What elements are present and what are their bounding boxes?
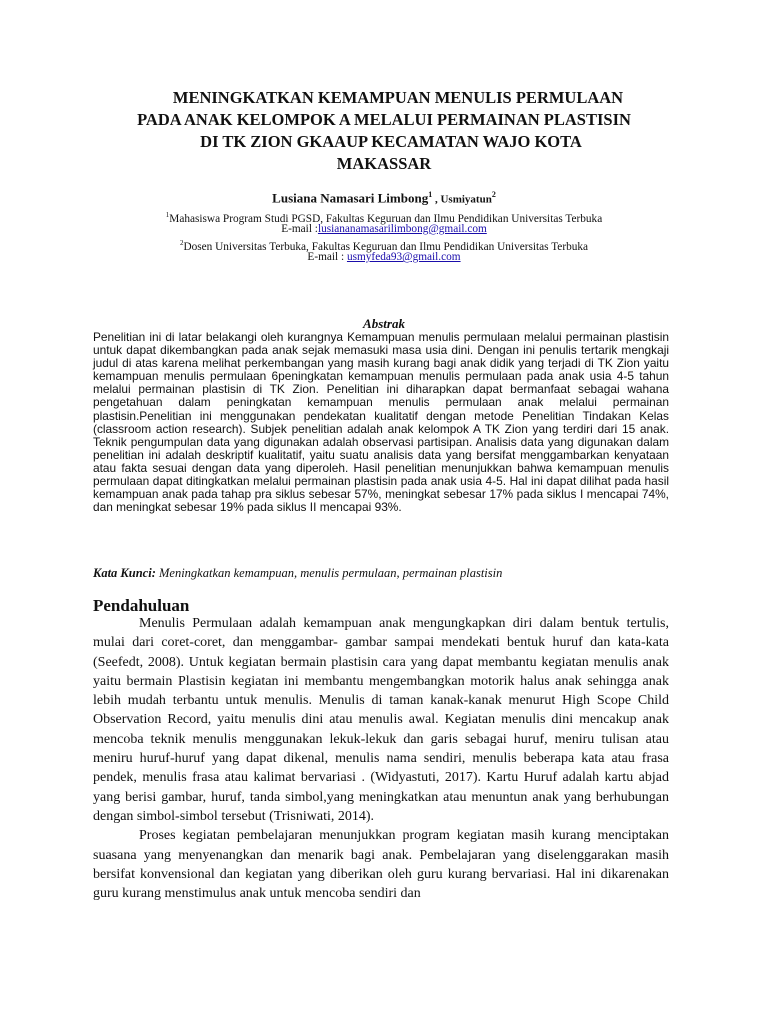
email-1-link[interactable]: lusiananamasarilimbong@gmail.com xyxy=(317,223,487,235)
affiliation-2-superscript: 2 xyxy=(179,239,184,247)
author-separator: , xyxy=(432,193,441,206)
author-2-superscript: 2 xyxy=(491,190,496,199)
paragraph-2: Proses kegiatan pembelajaran menunjukkan program kegiatan masih kurang menciptakan suasana yang menyenangkan dan menarik bagi anak. Pembelajaran yang diselenggarakan masih bersifat konvensional dan kegiatan yang diberikan oleh guru kurang bervariasi. Hal ini dikarenakan guru kurang menstimulus anak untuk mencoba sendiri dan xyxy=(93,828,669,902)
keywords-text: Meningkatkan kemampuan, menulis permulaan, permainan plastisin xyxy=(155,566,503,580)
paragraph-1: Menulis Permulaan adalah kemampuan anak mengungkapkan diri dalam bentuk tertulis, mulai dari coret-coret, dan menggambar- gambar sampai mendekati bentuk huruf dan kata-kata (Seefedt, 2008). Untuk kegiatan bermain plastisin cara yang dapat membantu kegiatan menulis anak yaitu bermain Plastisin kegiatan ini membantu mengembangkan motorik halus anak sehingga anak lebih mudah terbantu untuk menulis. Menulis di taman kanak-kanak menurut High Scope Child Observation Record, yaitu menulis dini atau menulis awal. Kegiatan menulis dini mencakup anak mencoba teknik menulis menggunakan lekuk-lekuk dan garis sebagai huruf, meniru tulisan atau meniru huruf-huruf yang dapat dikenal, menulis nama sendiri, menulis beberapa kata atau frasa pendek, menulis frasa atau kalimat bervariasi . (Widyastuti, 2017). Kartu Huruf adalah kartu abjad yang berisi gambar, huruf, tanda simbol,yang meningkatkan atau menuntun anak yang berhubungan dengan simbol-simbol tersebut (Trisniwati, 2014). xyxy=(93,616,669,824)
affiliation-1-text: Mahasiswa Program Studi PGSD, Fakultas Keguruan dan Ilmu Pendidikan Universitas Terbuka xyxy=(169,212,603,225)
keywords-label: Kata Kunci: xyxy=(93,566,156,580)
author-1-superscript: 1 xyxy=(428,190,433,199)
abstract-heading: Abstrak xyxy=(363,316,405,331)
author-1-name: Lusiana Namasari Limbong xyxy=(272,190,429,206)
title-line-2: PADA ANAK KELOMPOK A MELALUI PERMAINAN PLASTISIN xyxy=(137,110,631,129)
title-line-4: MAKASSAR xyxy=(336,154,432,173)
email-1-label: E-mail : xyxy=(281,223,318,235)
abstract-text: Penelitian ini di latar belakangi oleh kurangnya Kemampuan menulis permulaan melalui permainan plastisin untuk dapat dikembangkan pada anak sejak memasuki masa usia dini. Dengan ini penulis tertarik mengkaji judul di atas karena melihat perkembangan yang masih kurang bagi anak didik yang terjadi di TK Zion yaitu kemampuan menulis permulaan 6peningkatan kemampuan menulis permulaan pada anak usia 4-5 tahun melalui permainan plastisin di TK Zion. Penelitian ini diharapkan dapat bermanfaat sebagai wahana pengetahuan dalam peningkatan kemampuan menulis permulaan anak melalui permainan plastisin.Penelitian ini menggunakan pendekatan kualitatif dengan metode Penelitian Tindakan Kelas (classroom action research). Subjek penelitian adalah anak kelompok A TK Zion yang terdiri dari 15 anak. Teknik pengumpulan data yang digunakan adalah observasi partisipan. Analisis data yang digunakan dalam penelitian ini adalah deskriptif kualitatif, yaitu suatu analisis data yang bersifat menggambarkan kenyataan atau fakta sesuai dengan data yang diperoleh. Hasil penelitian menunjukkan bahwa kemampuan menulis permulaan dapat ditingkatkan melalui permainan plastisin pada anak usia 4-5. Hal ini dapat dilihat pada hasil kemampuan anak pada tahap pra siklus sebesar 57%, meningkat sebesar 17% pada siklus I mencapai 74%, dan meningkat sebesar 19% pada siklus II mencapai 93%. xyxy=(93,330,669,515)
section-heading: Pendahuluan xyxy=(93,596,190,615)
title-line-3: DI TK ZION GKAAUP KECAMATAN WAJO KOTA xyxy=(200,132,582,151)
affiliation-2-text: Dosen Universitas Terbuka, Fakultas Keguruan dan Ilmu Pendidikan Universitas Terbuka xyxy=(183,240,589,253)
title-line-1: MENINGKATKAN KEMAMPUAN MENULIS PERMULAAN xyxy=(172,88,624,107)
affiliation-1-email-line xyxy=(0,222,768,236)
section-body xyxy=(93,614,669,903)
author-2-name: Usmiyatun xyxy=(440,193,492,206)
affiliation-1-superscript: 1 xyxy=(165,211,170,219)
email-2-link[interactable]: usmyfeda93@gmail.com xyxy=(346,251,461,263)
email-2-label: E-mail : xyxy=(307,251,347,263)
paper-title xyxy=(92,87,676,175)
author-line xyxy=(0,187,768,207)
keywords xyxy=(93,566,693,581)
affiliation-2-email-line xyxy=(0,250,768,264)
